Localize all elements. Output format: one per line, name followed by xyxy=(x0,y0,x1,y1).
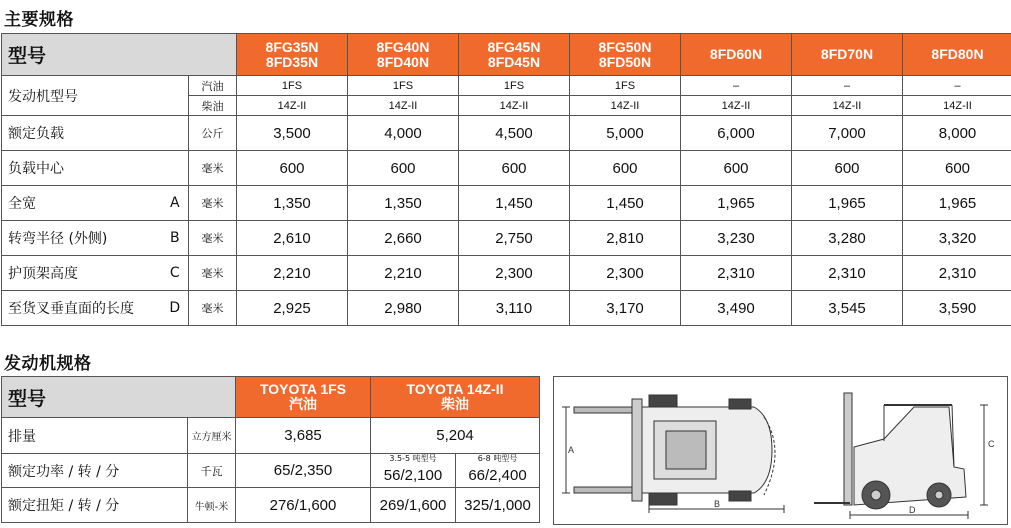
row-value: 3,500 xyxy=(237,116,348,151)
row-label: 至货叉垂直面的长度 xyxy=(2,291,162,326)
spec-row xyxy=(2,186,1011,221)
torque-row: 额定扭矩 / 转 / 分 牛顿-米 276/1,600 269/1,600 325/1,000 xyxy=(2,488,540,523)
spec-row xyxy=(2,116,1011,151)
dim-label-d: D xyxy=(909,505,916,515)
row-value: 7,000 xyxy=(792,116,903,151)
row-value: 4,500 xyxy=(459,116,570,151)
row-unit: 毫米 xyxy=(189,151,237,186)
spec-row xyxy=(2,291,1011,326)
engine-model-diesel-row: 柴油 14Z-II 14Z-II 14Z-II 14Z-II 14Z-II 14Z-II 14Z-II xyxy=(2,96,1011,116)
row-value: 3,320 xyxy=(903,221,1011,256)
row-unit: 毫米 xyxy=(189,186,237,221)
row-value: 1,450 xyxy=(459,186,570,221)
row-value: 2,210 xyxy=(348,256,459,291)
gas-unit: 汽油 xyxy=(189,76,237,96)
row-value: 2,310 xyxy=(903,256,1011,291)
row-label: 额定负载 xyxy=(2,116,162,151)
row-value: 2,660 xyxy=(348,221,459,256)
row-value: 600 xyxy=(681,151,792,186)
forklift-dimension-diagram xyxy=(553,376,1008,525)
row-value: 2,310 xyxy=(792,256,903,291)
row-value: 3,490 xyxy=(681,291,792,326)
row-label: 负载中心 xyxy=(2,151,162,186)
power-row: 56/2,100 66/2,400 xyxy=(2,464,540,488)
row-value: 2,810 xyxy=(570,221,681,256)
engine-col-14z: TOYOTA 14Z-II 柴油 xyxy=(371,377,540,418)
row-value: 2,610 xyxy=(237,221,348,256)
engine-model-gas-row: 发动机型号 汽油 1FS 1FS 1FS 1FS – – – xyxy=(2,76,1011,96)
row-value: 3,110 xyxy=(459,291,570,326)
row-value: 600 xyxy=(903,151,1011,186)
engine-spec-title: 发动机规格 xyxy=(4,349,92,374)
row-unit: 毫米 xyxy=(189,291,237,326)
engine-header-row xyxy=(2,377,540,418)
row-value: 2,925 xyxy=(237,291,348,326)
row-value: 2,300 xyxy=(459,256,570,291)
engine-model-label: 发动机型号 xyxy=(2,76,189,116)
row-value: 3,170 xyxy=(570,291,681,326)
fork-top-icon xyxy=(574,407,632,413)
row-letter: B xyxy=(162,221,189,256)
row-value: 600 xyxy=(792,151,903,186)
engine-spec-table xyxy=(1,376,540,523)
row-letter: D xyxy=(162,291,189,326)
displacement-row: 排量 立方厘米 3,685 5,204 xyxy=(2,418,540,454)
forklift-drawing xyxy=(554,377,1007,524)
model-col-7: 8FD80N xyxy=(903,34,1011,76)
row-letter: C xyxy=(162,256,189,291)
row-letter xyxy=(162,116,189,151)
row-value: 3,230 xyxy=(681,221,792,256)
model-header-label: 型号 xyxy=(2,34,162,76)
main-spec-title: 主要规格 xyxy=(4,5,74,30)
row-unit: 毫米 xyxy=(189,256,237,291)
dim-label-c: C xyxy=(988,439,995,449)
row-unit: 毫米 xyxy=(189,221,237,256)
dim-label-b: B xyxy=(714,499,720,509)
row-value: 600 xyxy=(348,151,459,186)
model-col-1: 8FG35N 8FD35N xyxy=(237,34,348,76)
diesel-unit: 柴油 xyxy=(189,96,237,116)
row-value: 2,300 xyxy=(570,256,681,291)
row-value: 600 xyxy=(459,151,570,186)
spec-row xyxy=(2,221,1011,256)
power-subheader-row: 额定功率 / 转 / 分 千瓦 65/2,350 3.5-5 吨型号 6-8 吨型号 xyxy=(2,454,540,464)
row-value: 1,965 xyxy=(903,186,1011,221)
row-value: 600 xyxy=(237,151,348,186)
row-value: 2,980 xyxy=(348,291,459,326)
spec-row xyxy=(2,256,1011,291)
row-label: 护顶架高度 xyxy=(2,256,162,291)
model-col-3: 8FG45N 8FD45N xyxy=(459,34,570,76)
model-col-2: 8FG40N 8FD40N xyxy=(348,34,459,76)
row-value: 3,280 xyxy=(792,221,903,256)
mast-icon xyxy=(844,393,852,505)
model-col-4: 8FG50N 8FD50N xyxy=(570,34,681,76)
spec-row xyxy=(2,151,1011,186)
row-value: 2,750 xyxy=(459,221,570,256)
model-header-row xyxy=(2,34,1011,76)
engine-header-label: 型号 xyxy=(2,377,188,418)
row-value: 1,350 xyxy=(348,186,459,221)
row-unit: 公斤 xyxy=(189,116,237,151)
row-letter xyxy=(162,151,189,186)
row-value: 1,965 xyxy=(792,186,903,221)
row-value: 1,450 xyxy=(570,186,681,221)
row-value: 600 xyxy=(570,151,681,186)
engine-col-1fs: TOYOTA 1FS 汽油 xyxy=(236,377,371,418)
row-label: 转弯半径 (外侧) xyxy=(2,221,162,256)
row-value: 4,000 xyxy=(348,116,459,151)
row-value: 2,210 xyxy=(237,256,348,291)
row-value: 6,000 xyxy=(681,116,792,151)
main-spec-table xyxy=(1,33,1011,326)
row-value: 3,590 xyxy=(903,291,1011,326)
row-value: 3,545 xyxy=(792,291,903,326)
model-col-5: 8FD60N xyxy=(681,34,792,76)
model-col-6: 8FD70N xyxy=(792,34,903,76)
row-label: 全宽 xyxy=(2,186,162,221)
row-value: 5,000 xyxy=(570,116,681,151)
row-value: 1,965 xyxy=(681,186,792,221)
row-value: 2,310 xyxy=(681,256,792,291)
row-value: 8,000 xyxy=(903,116,1011,151)
dim-label-a: A xyxy=(568,445,574,455)
row-value: 1,350 xyxy=(237,186,348,221)
row-letter: A xyxy=(162,186,189,221)
